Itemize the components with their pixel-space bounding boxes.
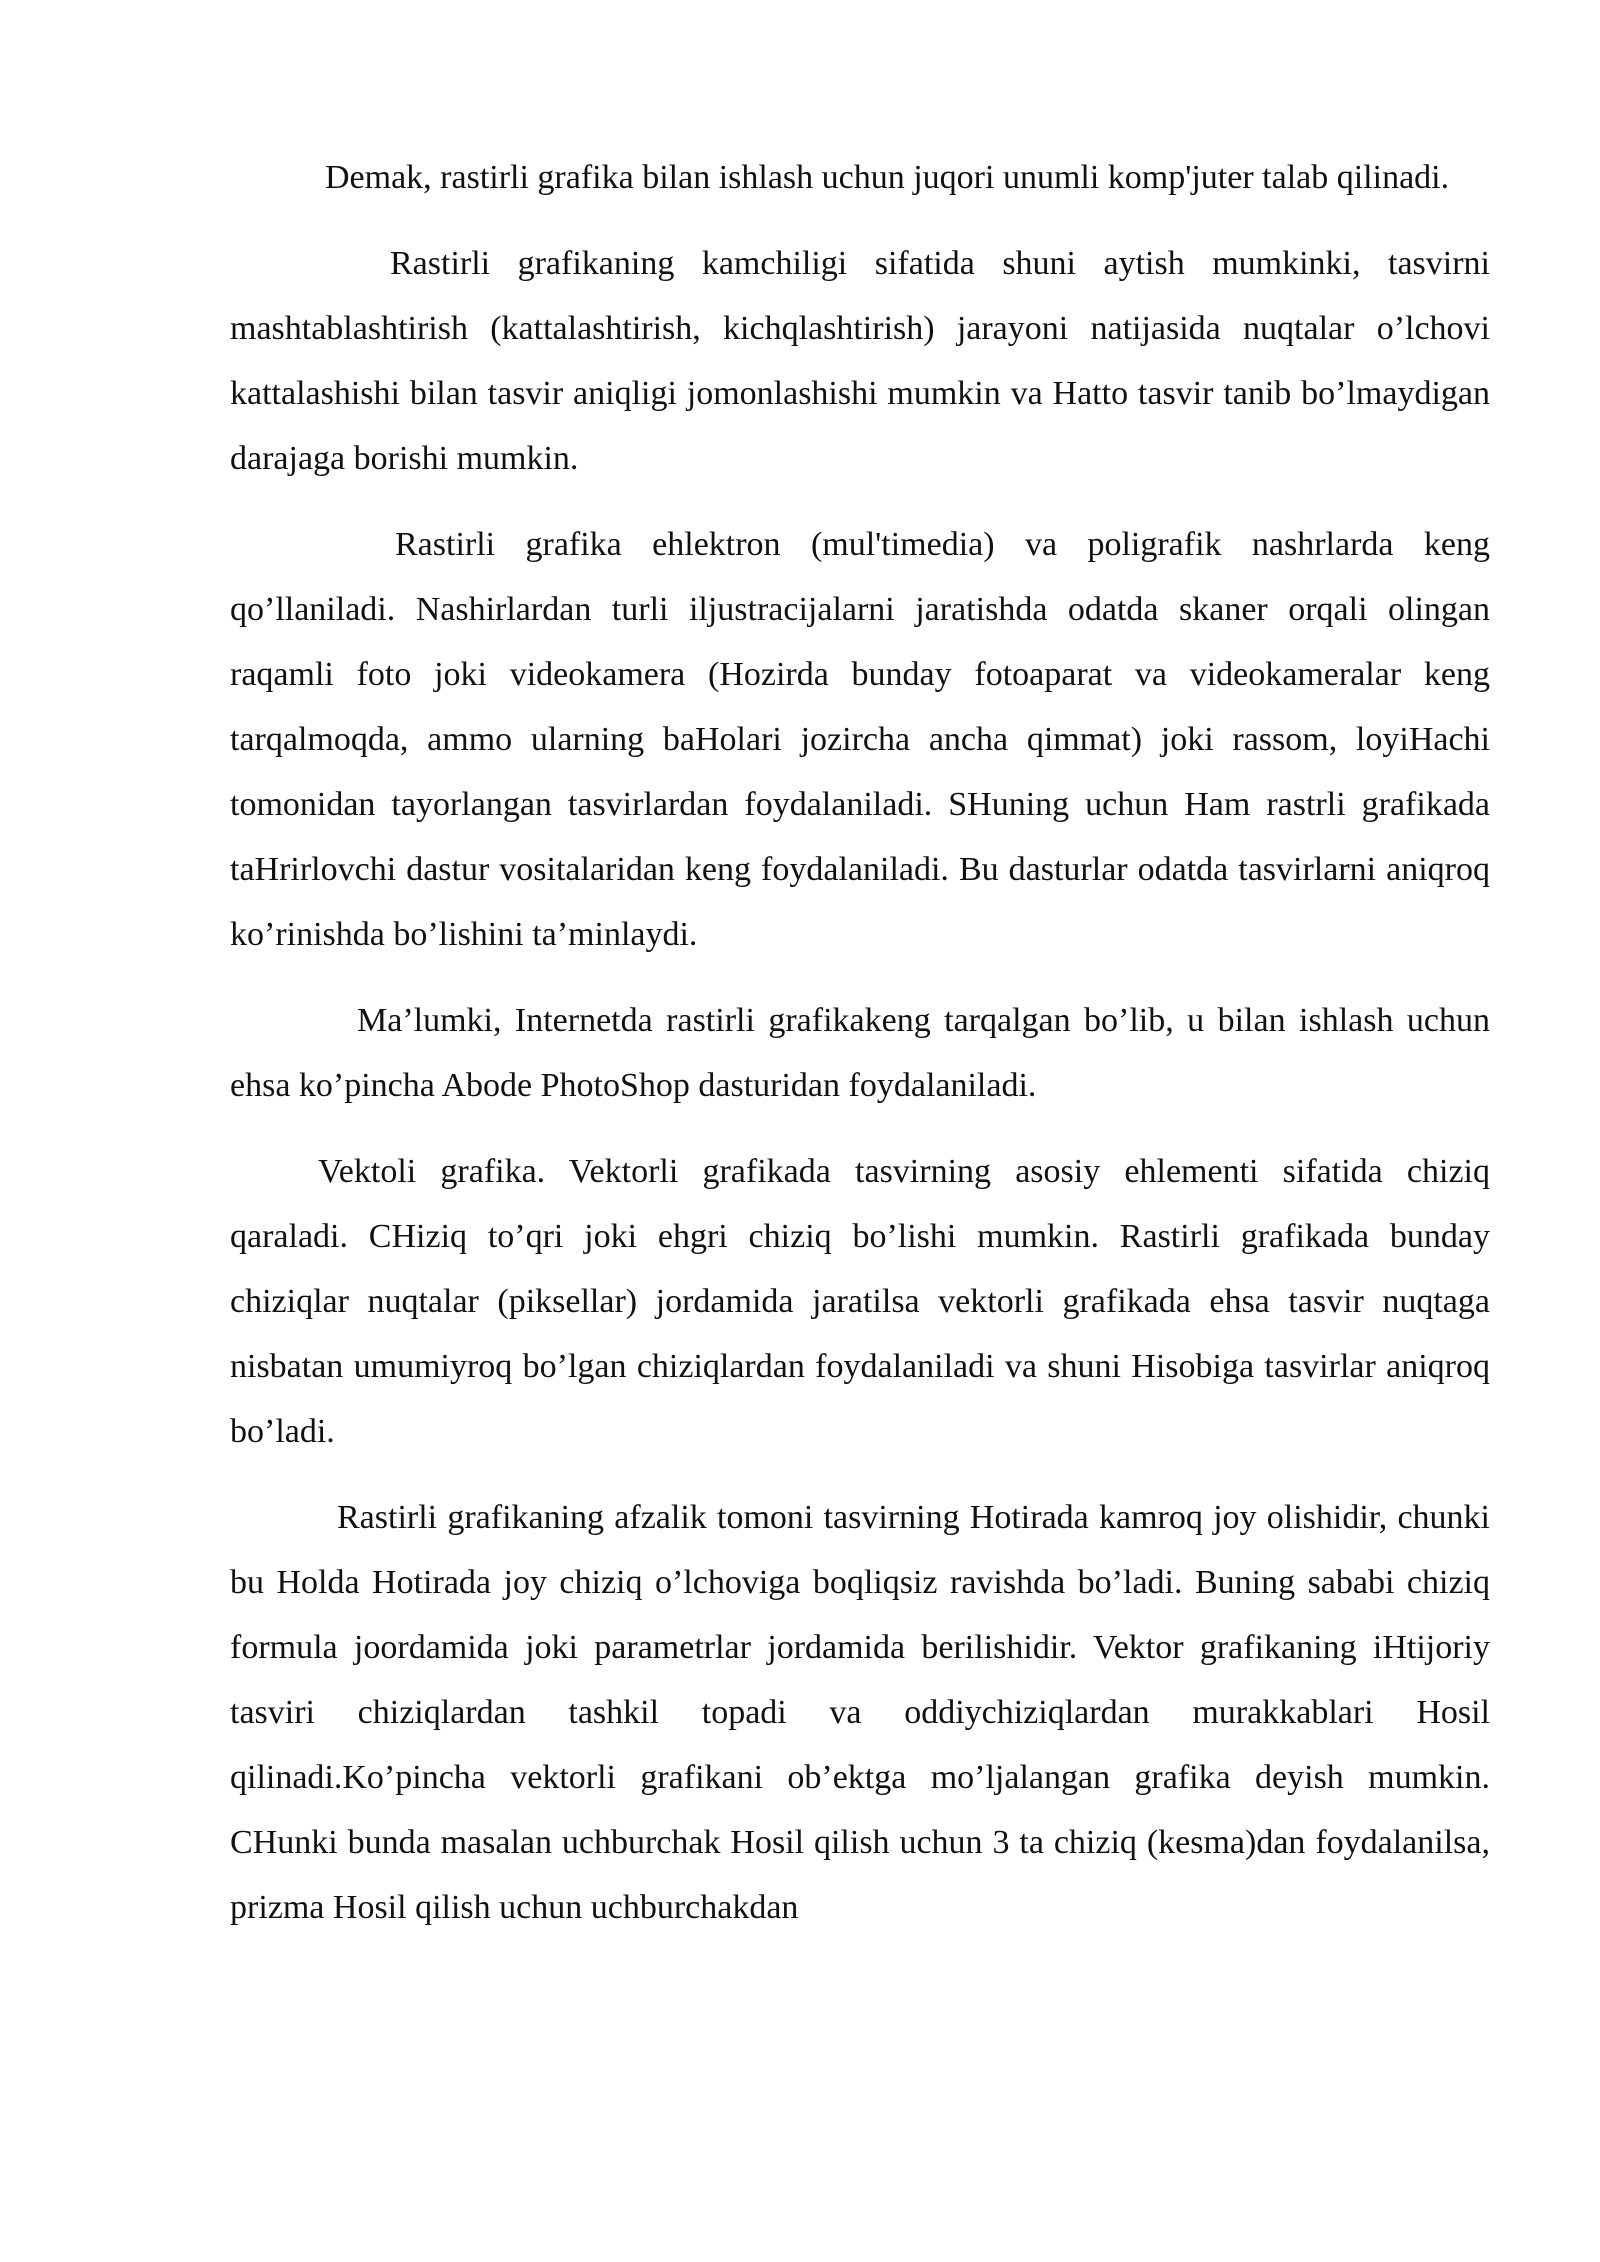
paragraph-vector-graphics: Vektoli grafika. Vektorli grafikada tasvirning asosiy ehlementi sifatida chiziq qaraladi. CHiziq to’qri joki ehgri chiziq bo’lishi mumkin. Rastirli grafikada bunday chiziqlar nuqtalar (piksellar) jordamida jaratilsa vektorli grafikada ehsa tasvir nuqtaga nisbatan umumiyroq bo’lgan chiziqlardan foydalaniladi va shuni Hisobiga tasvirlar aniqroq bo’ladi.	[230, 1153, 1490, 1450]
paragraph-vector-advantages: Rastirli grafikaning afzalik tomoni tasvirning Hotirada kamroq joy olishidir, chunki bu Holda Hotirada joy chiziq o’lchoviga boqliqsiz ravishda bo’ladi. Buning sababi chiziq formula joordamida joki parametrlar jordamida berilishidir. Vektor grafikaning iHtijoriy tasviri chiziqlardan tashkil topadi va oddiychiziqlardan murakkablari Hosil qilinadi.Ko’pincha vektorli grafikani ob’ektga mo’ljalangan grafika deyish mumkin. CHunki bunda masalan uchburchak Hosil qilish uchun 3 ta chiziq (kesma)dan foydalanilsa, prizma Hosil qilish uchun uchburchakdan	[230, 1499, 1490, 1926]
document-page	[230, 145, 1490, 1961]
paragraph-internet-photoshop: Ma’lumki, Internetda rastirli grafikakeng tarqalgan bo’lib, u bilan ishlash uchun ehsa ko’pincha Abode PhotoShop dasturidan foydalaniladi.	[230, 1002, 1490, 1104]
paragraph-raster-usage: Rastirli grafika ehlektron (mul'timedia) va poligrafik nashrlarda keng qo’llaniladi. Nashirlardan turli iljustracijalarni jaratishda odatda skaner orqali olingan raqamli foto joki videokamera (Hozirda bunday fotoaparat va videokameralar keng tarqalmoqda, ammo ularning baHolari jozircha ancha qimmat) joki rassom, loyiHachi tomonidan tayorlangan tasvirlardan foydalaniladi. SHuning uchun Ham rastrli grafikada taHrirlovchi dastur vositalaridan keng foydalaniladi. Bu dasturlar odatda tasvirlarni aniqroq ko’rinishda bo’lishini ta’minlaydi.	[230, 526, 1490, 953]
paragraph-raster-performance: Demak, rastirli grafika bilan ishlash uchun juqori unumli komp'juter talab qilinadi.	[325, 159, 1450, 196]
paragraph-raster-drawbacks: Rastirli grafikaning kamchiligi sifatida shuni aytish mumkinki, tasvirni mashtablashtirish (kattalashtirish, kichqlashtirish) jarayoni natijasida nuqtalar o’lchovi kattalashishi bilan tasvir aniqligi jomonlashishi mumkin va Hatto tasvir tanib bo’lmaydigan darajaga borishi mumkin.	[230, 245, 1490, 477]
